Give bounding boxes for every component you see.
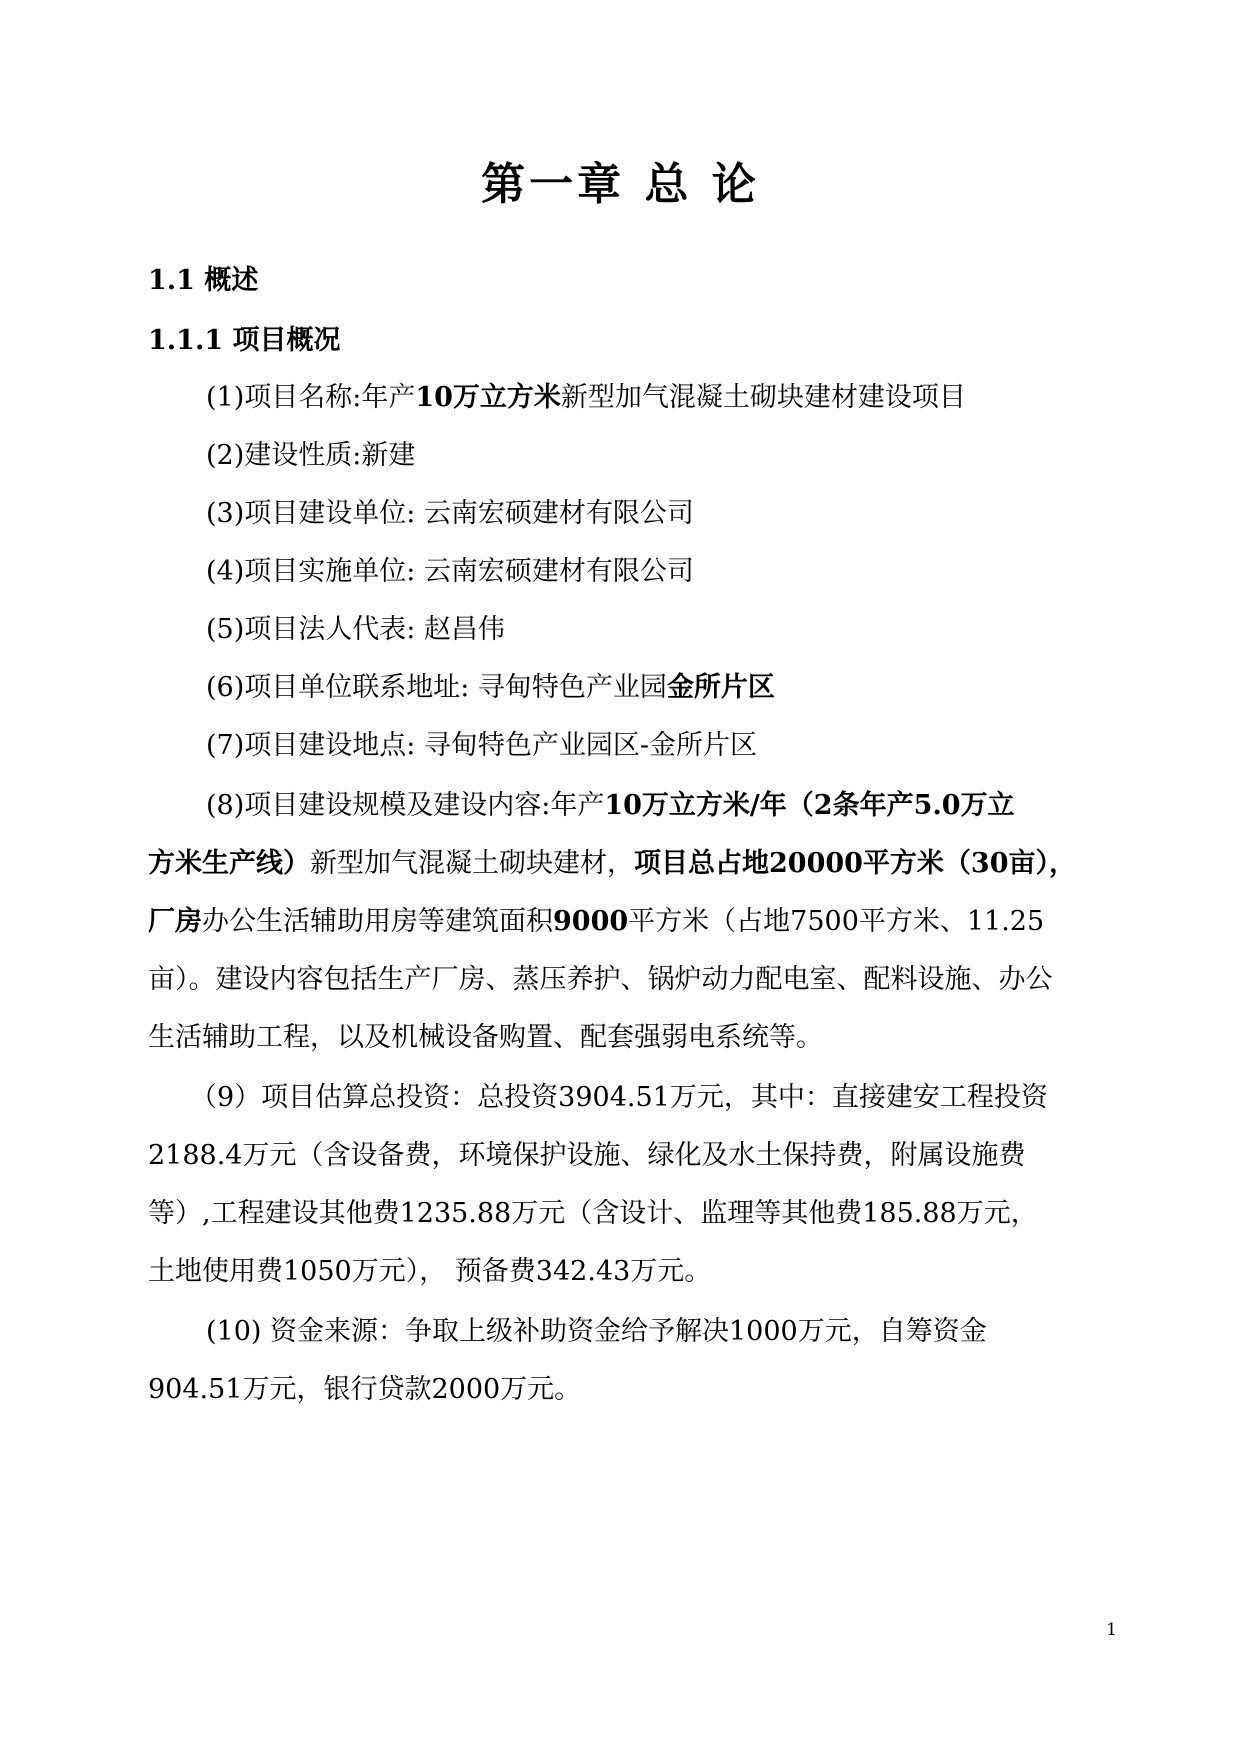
item-9-line-3: 等）,工程建设其他费1235.88万元（含设计、监理等其他费185.88万元， bbox=[148, 1198, 1038, 1229]
item-8-line-5: 生活辅助工程，以及机械设备购置、配套强弱电系统等。 bbox=[148, 1022, 823, 1053]
item-8-line-3 bbox=[148, 899, 1104, 938]
item-7: (7)项目建设地点: 寻甸特色产业园区-金所片区 bbox=[206, 730, 758, 761]
item-8-line-4: 亩）。建设内容包括生产厂房、蒸压养护、锅炉动力配电室、配料设施、办公 bbox=[148, 964, 1053, 995]
item-2: (2)建设性质:新建 bbox=[206, 440, 416, 471]
chapter-title: 第一章 总 论 bbox=[481, 159, 760, 210]
page-number: 1 bbox=[1106, 1620, 1117, 1640]
item-8-b: 10万立方米/年（2条年产5.0万立 bbox=[604, 790, 1015, 821]
item-4: (4)项目实施单位: 云南宏硕建材有限公司 bbox=[206, 556, 694, 587]
item-6-bold: 金所片区 bbox=[666, 672, 775, 703]
item-9-line-1: （9）项目估算总投资：总投资3904.51万元，其中：直接建安工程投资 bbox=[190, 1082, 1048, 1113]
item-8-d: 新型加气混凝土砌块建材， bbox=[310, 848, 634, 879]
section-heading-1-1-1: 1.1.1 项目概况 bbox=[148, 325, 341, 356]
item-10-line-1: (10) 资金来源：争取上级补助资金给予解决1000万元，自筹资金 bbox=[206, 1316, 987, 1347]
item-1 bbox=[206, 375, 1104, 414]
item-1-prefix: (1)项目名称:年产 bbox=[206, 382, 416, 413]
item-6-prefix: (6)项目单位联系地址: 寻甸特色产业园 bbox=[206, 672, 667, 703]
item-10-line-2: 904.51万元，银行贷款2000万元。 bbox=[148, 1374, 582, 1405]
item-9-line-4: 土地使用费1050万元）， 预备费342.43万元。 bbox=[148, 1256, 712, 1287]
item-1-bold: 10万立方米 bbox=[415, 382, 561, 413]
item-9-line-2: 2188.4万元（含设备费，环境保护设施、绿化及水土保持费，附属设施费 bbox=[148, 1140, 1026, 1171]
item-8-line-2 bbox=[148, 841, 1104, 880]
item-8-a: (8)项目建设规模及建设内容:年产 bbox=[206, 790, 605, 821]
item-8-i: 平方米（占地7500平方米、11.25 bbox=[628, 906, 1045, 937]
item-5: (5)项目法人代表: 赵昌伟 bbox=[206, 614, 505, 645]
item-3: (3)项目建设单位: 云南宏硕建材有限公司 bbox=[206, 498, 694, 529]
item-6 bbox=[206, 665, 1104, 704]
item-8-c: 方米生产线） bbox=[148, 848, 310, 879]
section-heading-1-1: 1.1 概述 bbox=[148, 265, 259, 296]
item-8-h: 9000 bbox=[553, 906, 629, 937]
item-8-e: 项目总占地20000平方米（30亩）， bbox=[634, 848, 1077, 879]
item-1-suffix: 新型加气混凝土砌块建材建设项目 bbox=[560, 382, 966, 413]
item-8-g: 办公生活辅助用房等建筑面积 bbox=[202, 906, 553, 937]
item-8-f: 厂房 bbox=[148, 906, 202, 937]
item-8-line-1 bbox=[206, 783, 1104, 822]
